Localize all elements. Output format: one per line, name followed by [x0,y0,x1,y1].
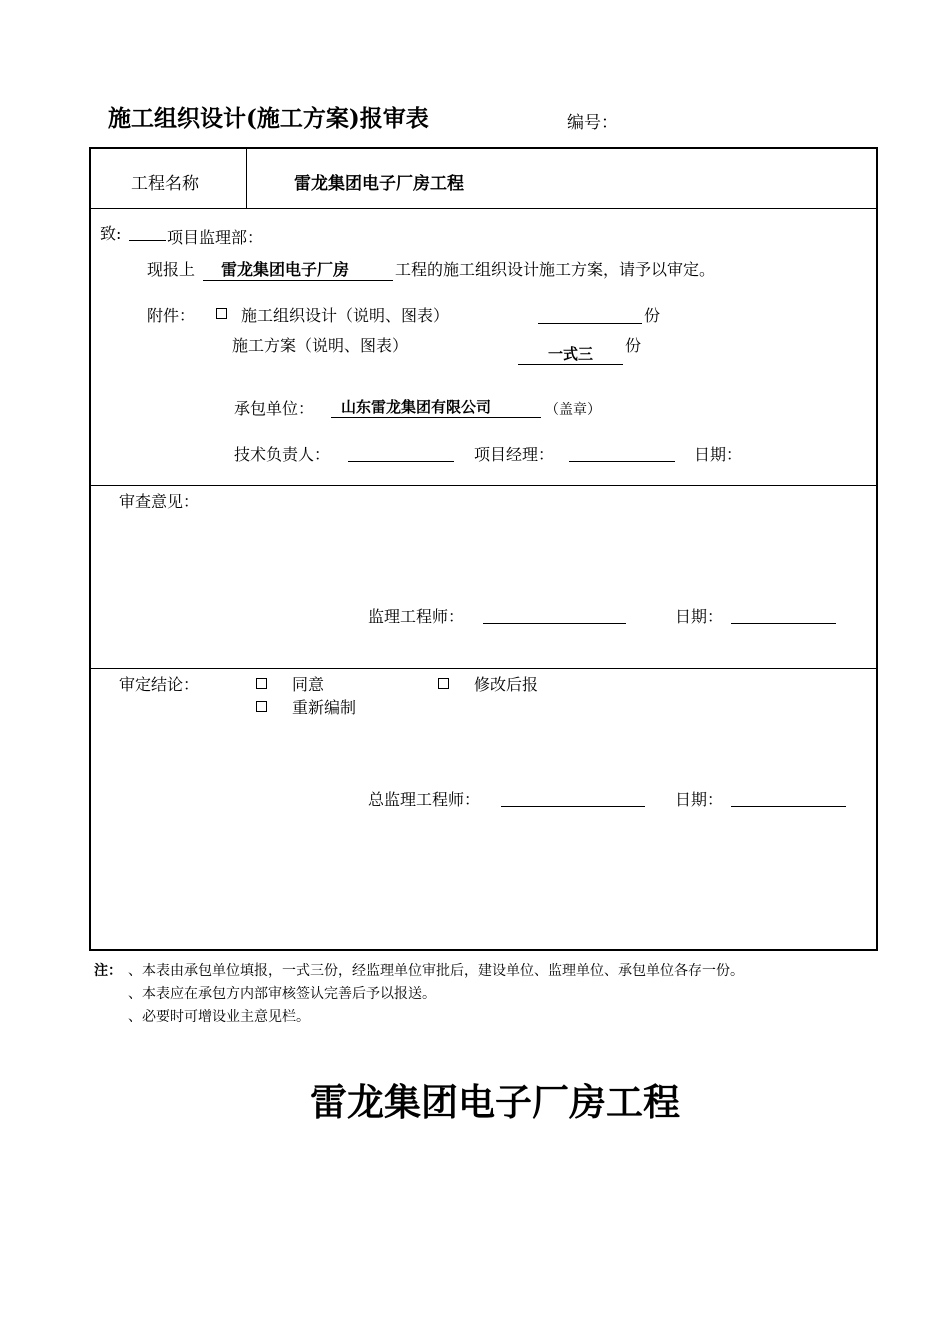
attachments-label: 附件： [147,306,196,325]
project-manager-blank[interactable] [569,461,675,462]
decision-label: 审定结论： [119,675,200,694]
attachment-2-copies: 一式三 [518,343,623,365]
report-project-name: 雷龙集团电子厂房 [203,257,393,281]
project-row-divider [246,149,247,208]
contractor-name: 山东雷龙集团有限公司 [331,396,541,418]
report-prefix: 现报上 [147,260,196,279]
supervising-engineer-blank[interactable] [483,623,626,624]
row-divider [91,485,876,486]
revise-resubmit-option-label: 修改后报 [474,675,539,694]
note-line-2: 、本表应在承包方内部审核签认完善后予以报送。 [128,986,436,1002]
revise-resubmit-checkbox[interactable] [438,678,449,689]
attachment-1-checkbox[interactable] [216,308,227,319]
review-date-blank[interactable] [731,623,836,624]
row-divider [91,668,876,669]
seal-note: （盖章） [545,402,601,418]
chief-engineer-label: 总监理工程师： [368,790,481,809]
addressee-suffix: 项目监理部： [167,228,264,247]
footer-project-title: 雷龙集团电子厂房工程 [310,1081,680,1124]
approval-form [89,147,878,951]
tech-lead-label: 技术负责人： [234,445,331,464]
attachment-1-copies-blank[interactable] [538,323,642,324]
supervising-engineer-label: 监理工程师： [368,607,465,626]
form-title: 施工组织设计(施工方案)报审表 [108,105,429,132]
addressee-prefix: 致: [100,224,122,243]
decision-date-blank[interactable] [731,806,846,807]
review-date-label: 日期： [675,607,724,626]
agree-option-label: 同意 [292,675,325,694]
attachment-1-label: 施工组织设计（说明、图表） [241,306,450,325]
attachment-2-unit: 份 [625,336,642,355]
attachment-1-unit: 份 [644,306,661,325]
redo-checkbox[interactable] [256,701,267,712]
project-manager-label: 项目经理： [474,445,555,464]
submission-date-label: 日期： [694,445,743,464]
project-name-value: 雷龙集团电子厂房工程 [294,174,464,194]
serial-number-label: 编号： [567,113,618,133]
notes-prefix: 注： [94,963,122,979]
agree-checkbox[interactable] [256,678,267,689]
project-name-label: 工程名称 [131,174,199,194]
review-opinion-label: 审查意见： [119,492,200,511]
note-line-3: 、必要时可增设业主意见栏。 [128,1009,310,1025]
report-suffix: 工程的施工组织设计施工方案，请予以审定。 [395,260,716,279]
row-divider [91,208,876,209]
attachment-2-label: 施工方案（说明、图表） [232,336,409,355]
contractor-label: 承包单位： [234,399,315,418]
chief-engineer-blank[interactable] [501,806,645,807]
note-line-1: 、本表由承包单位填报，一式三份，经监理单位审批后，建设单位、监理单位、承包单位各存一份。 [128,963,744,979]
redo-option-label: 重新编制 [292,698,357,717]
addressee-blank[interactable] [129,240,166,241]
decision-date-label: 日期： [675,790,724,809]
tech-lead-blank[interactable] [348,461,454,462]
